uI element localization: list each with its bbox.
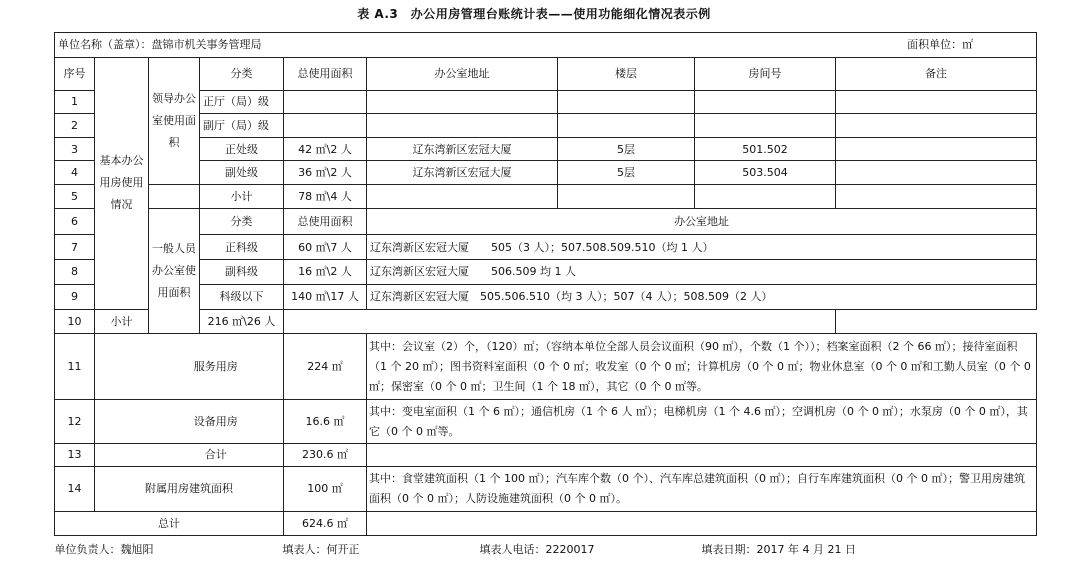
row-area [284,90,367,114]
row-note [836,161,1037,185]
area-unit: 面积单位：㎡ [907,38,974,52]
row-floor: 5层 [558,161,695,185]
row-room [695,185,836,209]
row-no: 4 [55,161,95,185]
row-room [695,114,836,138]
header-category: 分类 [200,57,284,90]
row-area: 230.6 ㎡ [284,444,367,467]
row-no: 10 [55,309,95,334]
row-category: 小计 [200,185,284,209]
row-address: 辽东湾新区宏冠大厦 [367,137,558,161]
footer-responsible: 单位负责人：魏旭阳 [54,543,154,557]
header-total-area: 总使用面积 [284,57,367,90]
table-row [55,114,1037,138]
group-general: 一般人员办公室使用面积 [149,208,200,333]
row-address: 辽东湾新区宏冠大厦 505（3 人）；507.508.509.510（均 1 人） [367,235,1037,260]
header-note: 备注 [836,57,1037,90]
footer-filler: 填表人：何开正 [282,543,360,557]
row-area: 16 ㎡\2 人 [284,260,367,285]
footer-row [55,535,1037,564]
row-area: 216 ㎡\26 人 [200,309,284,334]
row-description: 其中：会议室（2）个，（120）㎡；（容纳本单位全部人员会议面积（90 ㎡），个数（1 个））；档案室面积（2 个 66 ㎡）；接待室面积（1 个 20 ㎡）；图书资料室面积（0 个 0 ㎡；收发室（0 个 0 ㎡；计算机房（0 个 0 ㎡；物业休息室（0 个 0 ㎡和工勤人员室（0 个 0 ㎡；保密室（0 个 0 ㎡；卫生间（1 个 18 ㎡），其它（0 个 0 ㎡等。 [367,334,1037,400]
row-category: 正科级 [200,235,284,260]
unit-row [55,33,1037,58]
row-description: 其中：食堂建筑面积（1 个 100 ㎡）；汽车库个数（0 个）、汽车库总建筑面积（0 ㎡）；自行车库建筑面积（0 个 0 ㎡）；警卫用房建筑面积（0 个 0 ㎡）；人防设施建筑面积（0 个 0 ㎡）。 [367,466,1037,511]
row-address: 辽东湾新区宏冠大厦 506.509 均 1 人 [367,260,1037,285]
table-row [55,90,1037,114]
row-address: 辽东湾新区宏冠大厦 505.506.510（均 3 人）；507（4 人）；508.509（2 人） [367,284,1037,309]
row-no: 1 [55,90,95,114]
row-address: 辽东湾新区宏冠大厦 [367,161,558,185]
row-no: 7 [55,235,95,260]
row-room: 501.502 [695,137,836,161]
row-no: 8 [55,260,95,285]
row-spacer [95,334,149,400]
group-leader-bottom [149,185,200,209]
table-row [55,137,1037,161]
table-row [55,466,1037,511]
header-seq: 序号 [55,57,95,90]
row-description: 其中：变电室面积（1 个 6 ㎡）；通信机房（1 个 6 人 ㎡）；电梯机房（1 个 4.6 ㎡）；空调机房（0 个 0 ㎡）；水泵房（0 个 0 ㎡），其它（0 个 0 ㎡等。 [367,399,1037,443]
row-no: 14 [55,466,95,511]
table-row [55,309,1037,334]
table-row [55,235,1037,260]
table-row [55,444,1037,467]
footer-cell [55,535,1037,564]
row-category: 正厅（局）级 [200,90,284,114]
group-basic: 基本办公用房使用情况 [95,57,149,309]
row-note [836,137,1037,161]
row-area: 140 ㎡\17 人 [284,284,367,309]
total-description [367,511,1037,535]
row-address: 办公室地址 [367,208,1037,235]
table-row [55,399,1037,443]
row-category: 正处级 [200,137,284,161]
row-address [367,90,558,114]
table-title: 表 A.3 办公用房管理台账统计表——使用功能细化情况表示例 [357,7,711,21]
row-address [367,185,558,209]
row-area: 36 ㎡\2 人 [284,161,367,185]
row-no: 11 [55,334,95,400]
unit-name: 单位名称（盖章）：盘锦市机关事务管理局 [58,38,262,52]
row-area: 60 ㎡\7 人 [284,235,367,260]
row-no: 2 [55,114,95,138]
row-address [367,114,558,138]
row-area [284,114,367,138]
row-no: 9 [55,284,95,309]
total-row [55,511,1037,535]
row-no: 5 [55,185,95,209]
row-label: 合计 [149,444,284,467]
header-floor: 楼层 [558,57,695,90]
total-area: 624.6 ㎡ [284,511,367,535]
row-spacer [95,399,149,443]
ledger-table [54,32,1037,564]
table-row [55,185,1037,209]
row-category: 小计 [95,309,149,334]
row-floor [558,90,695,114]
row-area: 总使用面积 [284,208,367,235]
row-note [836,185,1037,209]
row-no: 13 [55,444,95,467]
row-category: 副科级 [200,260,284,285]
footer-phone: 填表人电话：2220017 [479,543,595,557]
row-room [695,90,836,114]
table-row [55,161,1037,185]
row-area: 42 ㎡\2 人 [284,137,367,161]
row-category: 科级以下 [200,284,284,309]
row-floor: 5层 [558,137,695,161]
table-row [55,208,1037,235]
row-floor [558,185,695,209]
row-area: 16.6 ㎡ [284,399,367,443]
header-address: 办公室地址 [367,57,558,90]
total-label: 总计 [55,511,284,535]
row-no: 3 [55,137,95,161]
row-label: 服务用房 [149,334,284,400]
row-description [367,444,1037,467]
row-label: 设备用房 [149,399,284,443]
row-address [284,309,836,334]
row-area: 224 ㎡ [284,334,367,400]
row-area: 78 ㎡\4 人 [284,185,367,209]
row-category: 分类 [200,208,284,235]
row-area: 100 ㎡ [284,466,367,511]
header-room: 房间号 [695,57,836,90]
table-row [55,284,1037,309]
row-label: 附属用房建筑面积 [95,466,284,511]
row-category: 副厅（局）级 [200,114,284,138]
group-leader: 领导办公室使用面积 [149,57,200,184]
table-row [55,334,1037,400]
footer-date: 填表日期：2017 年 4 月 21 日 [701,543,856,557]
row-no: 6 [55,208,95,235]
row-spacer [95,444,149,467]
header-row [55,57,1037,90]
row-floor [558,114,695,138]
row-no: 12 [55,399,95,443]
row-note [836,90,1037,114]
table-row [55,260,1037,285]
row-category: 副处级 [200,161,284,185]
unit-cell [55,33,1037,58]
row-note [836,114,1037,138]
row-room: 503.504 [695,161,836,185]
